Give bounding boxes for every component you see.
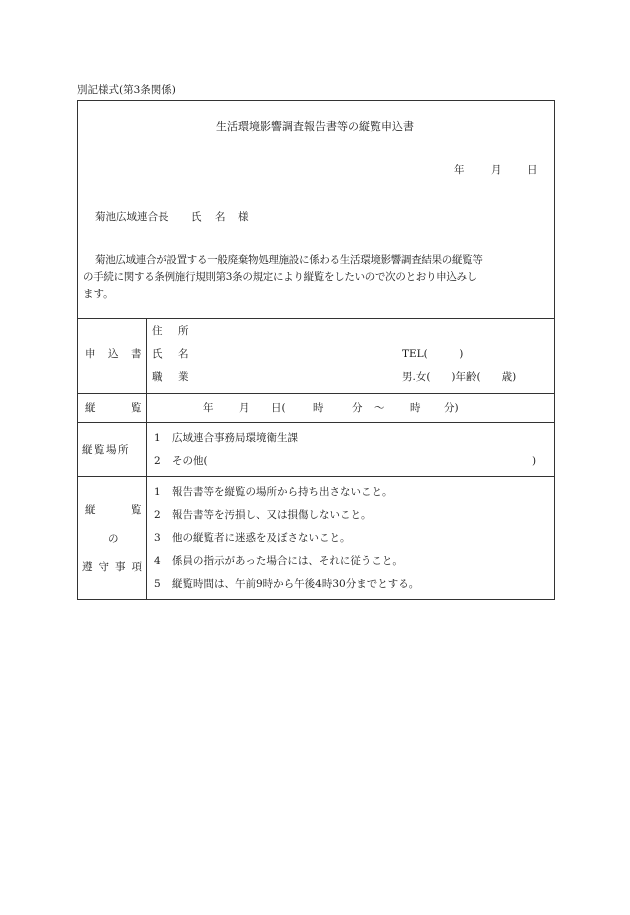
divider [77, 422, 555, 423]
rule-1-text: 報告書等を縦覧の場所から持ち出さないこと。 [172, 486, 393, 498]
page-title: 生活環境影響調査報告書等の縦覧申込書 [216, 120, 414, 133]
date-month: 月 [491, 164, 502, 176]
body-line-1: 菊池広域連合が設置する一般廃棄物処理施設に係わる生活環境影響調査結果の縦覧等 [95, 254, 483, 266]
applicant-label-2: 込 [108, 348, 119, 360]
addressee-shi: 氏 [191, 211, 202, 223]
rule-3-num: 3 [154, 532, 161, 544]
viewing-label-1: 縦 [85, 402, 96, 414]
viewing-label-2: 覧 [131, 402, 142, 414]
viewing-hour-start: 時 [313, 402, 324, 414]
form-frame [77, 100, 555, 600]
divider [77, 476, 555, 477]
place-item-1-text: 広域連合事務局環境衛生課 [172, 432, 298, 444]
gender-age-field: 男.女( )年齢( 歳) [402, 371, 517, 383]
viewing-day: 日( [271, 402, 286, 414]
viewing-minute-end: 分) [444, 402, 459, 414]
rules-label-2: 覧 [131, 504, 142, 516]
applicant-label-1: 申 [85, 348, 96, 360]
addressee-honorific: 様 [238, 211, 249, 223]
date-day: 日 [527, 164, 538, 176]
place-item-1-num: 1 [154, 432, 161, 444]
form-reference: 別記様式(第3条関係) [77, 84, 176, 96]
place-label: 縦覧場所 [82, 444, 130, 456]
place-item-2-text: その他( [172, 455, 208, 467]
body-line-3: ます。 [83, 288, 114, 300]
address-label-2: 所 [178, 325, 189, 337]
addressee-org: 菊池広域連合長 [95, 211, 169, 223]
place-item-2-close: ) [532, 455, 537, 467]
rule-3-text: 他の縦覧者に迷惑を及ぼさないこと。 [172, 532, 351, 544]
rule-5-num: 5 [154, 578, 161, 590]
name-label-2: 名 [178, 348, 189, 360]
occupation-label-2: 業 [178, 371, 189, 383]
rule-1-num: 1 [154, 486, 161, 498]
divider [77, 318, 555, 319]
viewing-minute-start: 分 [352, 402, 363, 414]
rule-2-num: 2 [154, 509, 161, 521]
rule-2-text: 報告書等を汚損し、又は損傷しないこと。 [172, 509, 372, 521]
rules-label-3: の [108, 533, 119, 545]
divider [77, 393, 555, 394]
rule-4-num: 4 [154, 555, 161, 567]
place-item-2-num: 2 [154, 455, 161, 467]
viewing-tilde: 〜 [374, 402, 385, 414]
date-year: 年 [454, 164, 465, 176]
viewing-year: 年 [203, 402, 214, 414]
address-label-1: 住 [152, 325, 163, 337]
rule-4-text: 係員の指示があった場合には、それに従うこと。 [172, 555, 403, 567]
viewing-hour-end: 時 [410, 402, 421, 414]
viewing-month: 月 [239, 402, 250, 414]
rules-label-4: 遵守事項 [82, 561, 148, 573]
occupation-label-1: 職 [152, 371, 163, 383]
tel-field: TEL( ) [402, 348, 464, 360]
rule-5-text: 縦覧時間は、午前9時から午後4時30分までとする。 [172, 578, 420, 590]
body-line-2: の手続に関する条例施行規則第3条の規定により縦覧をしたいので次のとおり申込みし [83, 271, 477, 283]
applicant-label-3: 書 [131, 348, 142, 360]
column-divider [146, 318, 147, 600]
name-label-1: 氏 [152, 348, 163, 360]
rules-label-1: 縦 [85, 504, 96, 516]
addressee-mei: 名 [215, 211, 226, 223]
